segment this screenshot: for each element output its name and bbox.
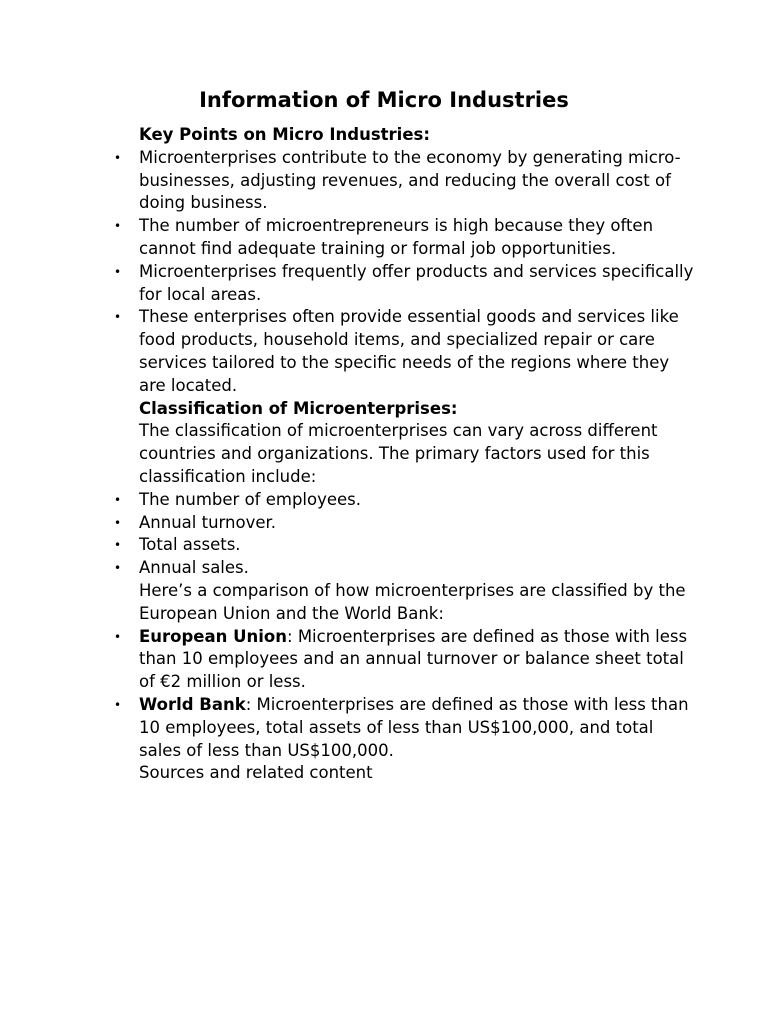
comparison-item-world-bank bbox=[139, 694, 699, 762]
list-item: • Microenterprises contribute to the economy by generating micro-businesses, adjusting revenues, and reducing the overall cost of doing business. bbox=[139, 147, 699, 215]
document-body bbox=[139, 124, 699, 785]
classification-heading: Classification of Microenterprises: bbox=[139, 398, 458, 418]
comparison-text: : Microenterprises are defined as those with less than 10 employees and an annual turnover or balance sheet total of €2 million or less. bbox=[139, 626, 688, 692]
comparison-list bbox=[139, 626, 699, 763]
list-item: • Annual sales. bbox=[139, 557, 699, 580]
list-item: • The number of employees. bbox=[139, 489, 699, 512]
key-points-heading: Key Points on Micro Industries: bbox=[139, 125, 430, 144]
list-item: • Annual turnover. bbox=[139, 512, 699, 535]
list-item: • The number of microentrepreneurs is high because they often cannot find adequate training or formal job opportunities. bbox=[139, 215, 699, 261]
list-item: • These enterprises often provide essential goods and services like food products, household items, and specialized repair or care services tailored to the specific needs of the regions where they are located. bbox=[139, 306, 699, 397]
comparison-label: European Union bbox=[139, 626, 288, 646]
comparison-text: : Microenterprises are defined as those with less than 10 employees, total assets of less than US$100,000, and total sales of less than US$100,000. bbox=[139, 694, 689, 760]
list-item: • Microenterprises frequently offer products and services specifically for local areas. bbox=[139, 261, 699, 307]
comparison-intro: Here’s a comparison of how microenterprises are classified by the European Union and the World Bank: bbox=[139, 580, 686, 623]
sources-line: Sources and related content bbox=[139, 763, 373, 783]
key-points-list bbox=[139, 147, 699, 398]
list-item: • Total assets. bbox=[139, 534, 699, 557]
classification-intro: The classification of microenterprises can vary across different countries and organizations. The primary factors used for this classification include: bbox=[139, 421, 658, 486]
comparison-label: World Bank bbox=[139, 694, 246, 714]
comparison-item-european-union bbox=[139, 626, 699, 694]
document-title: Information of Micro Industries bbox=[199, 88, 569, 112]
classification-factors-list bbox=[139, 489, 699, 580]
